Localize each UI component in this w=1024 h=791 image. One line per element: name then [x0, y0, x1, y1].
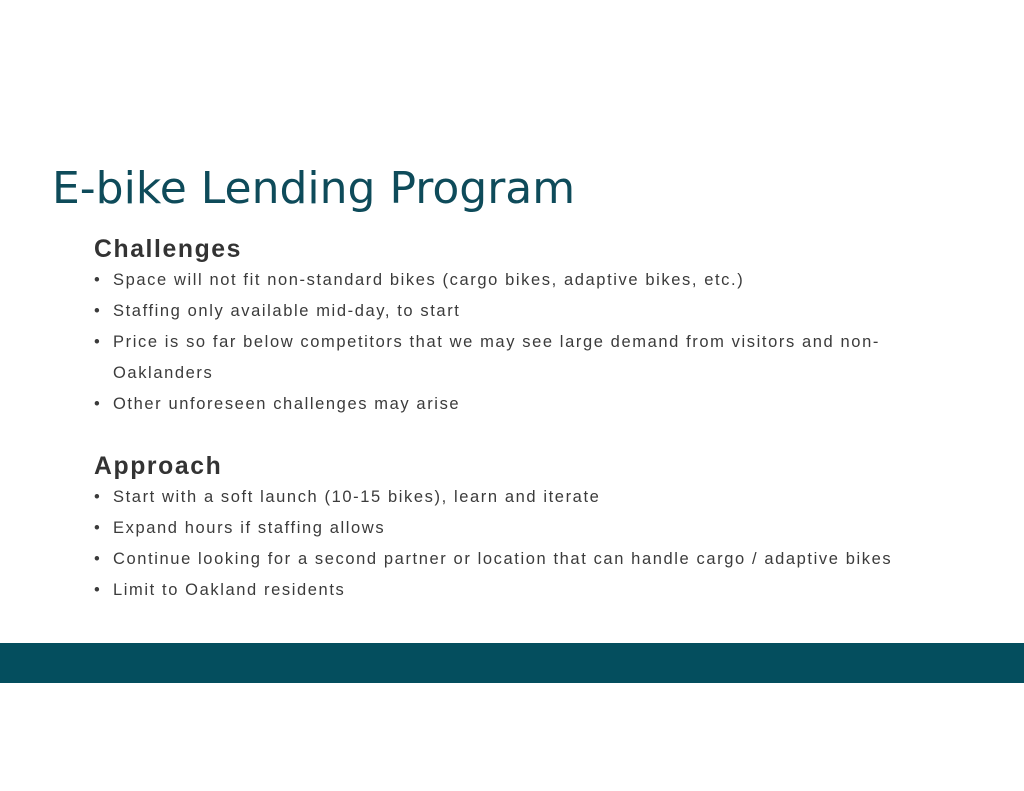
list-item [94, 544, 974, 575]
approach-text: Limit to Oakland residents [113, 581, 346, 599]
approach-text: Expand hours if staffing allows [113, 519, 386, 537]
approach-list [94, 482, 974, 606]
approach-text: Continue looking for a second partner or location that can handle cargo / adaptive bikes [113, 550, 893, 568]
slide-content [94, 234, 974, 606]
bullet-icon: • [94, 581, 100, 599]
bullet-icon: • [94, 550, 100, 568]
challenge-text: Space will not fit non-standard bikes (cargo bikes, adaptive bikes, etc.) [113, 271, 745, 289]
approach-heading: Approach [94, 453, 223, 480]
slide-title: E-bike Lending Program [52, 163, 576, 214]
list-item [94, 389, 974, 420]
list-item [94, 482, 974, 513]
challenges-list [94, 265, 974, 420]
bullet-icon: • [94, 488, 100, 506]
approach-text: Start with a soft launch (10-15 bikes), learn and iterate [113, 488, 601, 506]
footer-band [0, 643, 1024, 683]
list-item [94, 575, 974, 606]
list-item [94, 327, 974, 389]
bullet-icon: • [94, 395, 100, 413]
challenge-text: Staffing only available mid-day, to start [113, 302, 461, 320]
list-item [94, 296, 974, 327]
challenges-heading: Challenges [94, 236, 243, 263]
list-item [94, 265, 974, 296]
challenge-text: Price is so far below competitors that we may see large demand from visitors and non-Oaklanders [113, 333, 880, 382]
bullet-icon: • [94, 271, 100, 289]
list-item [94, 513, 974, 544]
section-spacer [94, 420, 974, 451]
challenge-text: Other unforeseen challenges may arise [113, 395, 461, 413]
bullet-icon: • [94, 519, 100, 537]
bullet-icon: • [94, 333, 100, 351]
bullet-icon: • [94, 302, 100, 320]
